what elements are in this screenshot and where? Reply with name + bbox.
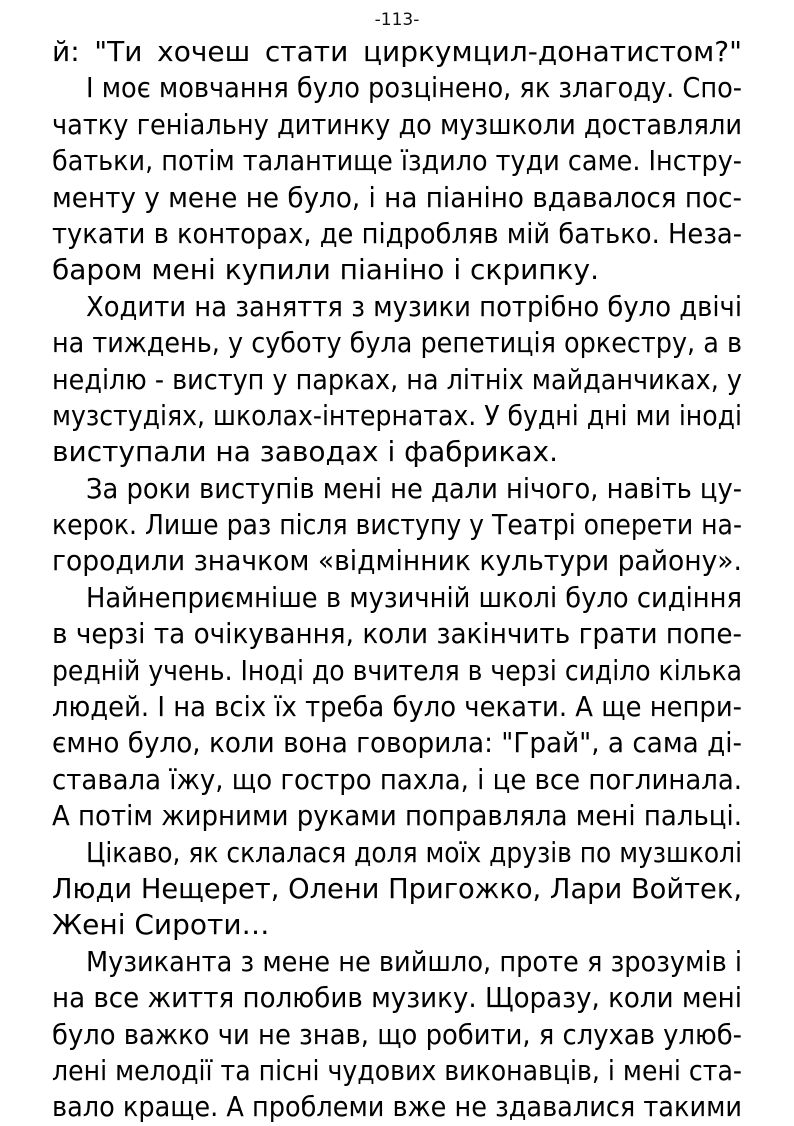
text-line: баром мені купили піаніно і скрипку. bbox=[52, 253, 599, 287]
page-number: -113- bbox=[374, 10, 420, 30]
text-line: городили значком «відмінник культури району». bbox=[52, 544, 742, 578]
text-line: виступали на заводах і фабриках. bbox=[52, 435, 559, 469]
body-text bbox=[52, 34, 742, 1126]
text-line: Музиканта з мене не вийшло, проте я зрозумів і bbox=[86, 944, 742, 978]
text-line: було важко чи не знав, що робити, я слухав улюб- bbox=[52, 1017, 742, 1051]
text-line: ємно було, коли вона говорила: "Грай", а сама ді- bbox=[52, 726, 742, 760]
text-line: Найнеприємніше в музичній школі було сидіння bbox=[86, 580, 742, 614]
text-line: Люди Нещерет, Олени Пригожко, Лари Войтек, bbox=[52, 871, 742, 905]
text-line: на тиждень, у суботу була репетиція оркестру, а в bbox=[52, 326, 742, 360]
text-line: людей. І на всіх їх треба було чекати. А ще непри- bbox=[52, 690, 742, 724]
text-line: чатку геніальну дитинку до музшколи доставляли bbox=[52, 107, 742, 141]
text-line: А потім жирними руками поправляла мені пальці. bbox=[52, 799, 742, 833]
text-line: ставала їжу, що гостро пахла, і це все поглинала. bbox=[52, 762, 742, 796]
text-line: редній учень. Іноді до вчителя в черзі сиділо кілька bbox=[52, 653, 742, 687]
text-line: І моє мовчання було розцінено, як злагоду. Спо- bbox=[86, 71, 742, 105]
text-line: керок. Лише раз після виступу у Театрі оперети на- bbox=[52, 508, 742, 542]
text-line: Ходити на заняття з музики потрібно було двічі bbox=[86, 289, 742, 323]
text-line: вало краще. А проблеми вже не здавалися такими bbox=[52, 1090, 742, 1124]
text-line: тукати в конторах, де підробляв мій батько. Неза- bbox=[52, 216, 742, 250]
text-line: батьки, потім талантище їздило туди саме. Інстру- bbox=[52, 144, 742, 178]
text-line: музстудіях, школах-інтернатах. У будні дні ми іноді bbox=[52, 398, 742, 432]
text-line: За роки виступів мені не дали нічого, навіть цу- bbox=[86, 471, 742, 505]
text-line: Жені Сироти… bbox=[52, 908, 270, 942]
text-line: й: "Ти хочеш стати циркумцил-донатистом?" bbox=[52, 35, 742, 68]
text-line: лені мелодії та пісні чудових виконавців, і мені ста- bbox=[52, 1053, 742, 1087]
text-line: неділю - виступ у парках, на літніх майданчиках, у bbox=[52, 362, 742, 396]
text-line: в черзі та очікування, коли закінчить грати попе- bbox=[52, 617, 742, 651]
text-line: Цікаво, як склалася доля моїх друзів по музшколі bbox=[86, 835, 742, 869]
text-line: на все життя полюбив музику. Щоразу, коли мені bbox=[52, 981, 742, 1015]
text-line: менту у мене не було, і на піаніно вдавалося пос- bbox=[52, 180, 742, 214]
